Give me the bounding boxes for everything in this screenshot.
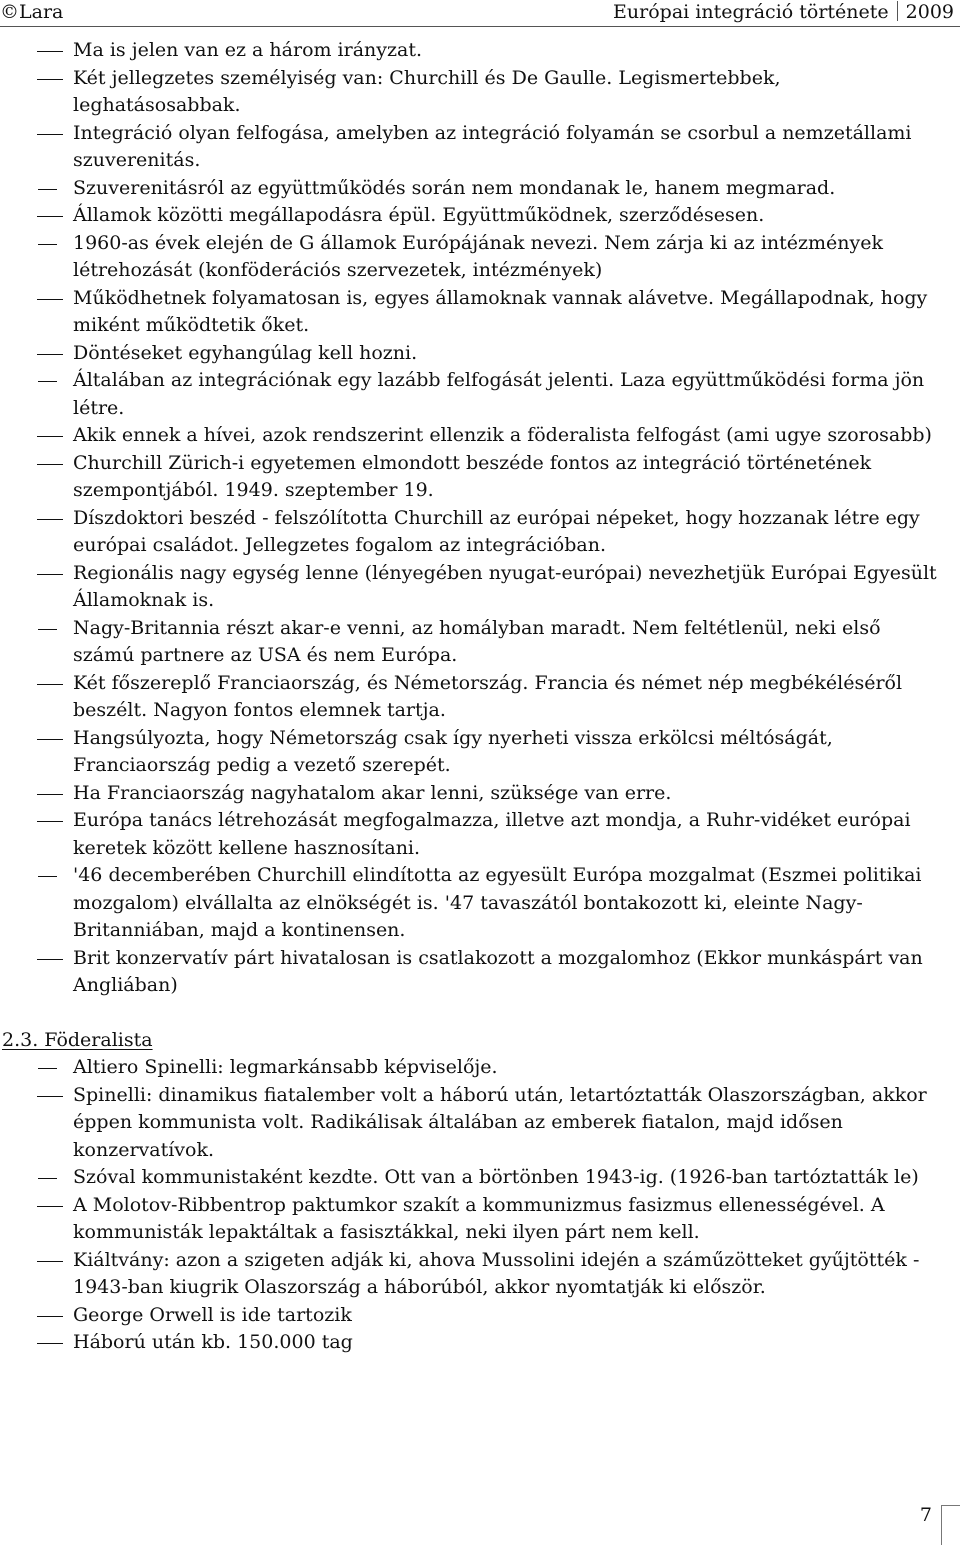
list-item: Brit konzervatív párt hivatalosan is csatlakozott a mozgalomhoz (Ekkor munkáspárt van Angliában) xyxy=(0,945,950,1000)
list-item: Díszdoktori beszéd - felszólította Churchill az európai népeket, hogy hozzanak létre egy európai családot. Jellegzetes fogalom az integrációban. xyxy=(0,505,950,560)
list-item: Döntéseket egyhangúlag kell hozni. xyxy=(0,340,950,368)
list-item: Ha Franciaország nagyhatalom akar lenni, szüksége van erre. xyxy=(0,780,950,808)
page-header xyxy=(0,0,960,27)
list-item: Kiáltvány: azon a szigeten adják ki, ahova Mussolini idején a száműzötteket gyűjtötték - 1943-ban kiugrik Olaszország a háborúból, akkor nyomtatják ki először. xyxy=(0,1247,950,1302)
list-item: A Molotov-Ribbentrop paktumkor szakít a kommunizmus fasizmus ellenességével. A kommunisták lepaktáltak a fasisztákkal, neki ilyen párt nem kell. xyxy=(0,1192,950,1247)
list-item: Két főszereplő Franciaország, és Németország. Francia és német nép megbékéléséről beszélt. Nagyon fontos elemnek tartja. xyxy=(0,670,950,725)
list-item: Szóval kommunistaként kezdte. Ott van a börtönben 1943-ig. (1926-ban tartóztatták le) xyxy=(0,1164,950,1192)
page-number: 7 xyxy=(919,1504,932,1526)
header-divider xyxy=(897,1,898,21)
list-item: Európa tanács létrehozását megfogalmazza, illetve azt mondja, a Ruhr-vidéket európai keretek között kellene hasznosítani. xyxy=(0,807,950,862)
list-item: Államok közötti megállapodásra épül. Együttműködnek, szerződésesen. xyxy=(0,202,950,230)
list-item: Általában az integrációnak egy lazább felfogását jelenti. Laza együttműködési forma jön létre. xyxy=(0,367,950,422)
header-title: Európai integráció története xyxy=(613,1,889,23)
list-item: George Orwell is ide tartozik xyxy=(0,1302,950,1330)
page-corner-mark xyxy=(941,1505,960,1545)
header-title-block xyxy=(613,0,954,24)
header-author: ©Lara xyxy=(0,1,64,23)
list-item: Háború után kb. 150.000 tag xyxy=(0,1329,950,1357)
list-item: Churchill Zürich-i egyetemen elmondott beszéde fontos az integráció történetének szempontjából. 1949. szeptember 19. xyxy=(0,450,950,505)
list-item: Ma is jelen van ez a három irányzat. xyxy=(0,37,950,65)
list-item: '46 decemberében Churchill elindította az egyesült Európa mozgalmat (Eszmei politikai mozgalom) elvállalta az elnökségét is. '47 tavaszától bontakozott ki, eleinte Nagy-Britanniában, majd a kontinensen. xyxy=(0,862,950,945)
header-year: 2009 xyxy=(905,1,954,23)
list-item: Altiero Spinelli: legmarkánsabb képviselője. xyxy=(0,1054,950,1082)
list-item: Regionális nagy egység lenne (lényegében nyugat-európai) nevezhetjük Európai Egyesült Államoknak is. xyxy=(0,560,950,615)
list-item: Két jellegzetes személyiség van: Churchill és De Gaulle. Legismertebbek, leghatásosabbak. xyxy=(0,65,950,120)
list-item: Szuverenitásról az együttműködés során nem mondanak le, hanem megmarad. xyxy=(0,175,950,203)
bullet-list-federalist xyxy=(0,1054,950,1357)
bullet-list-intergovernmental xyxy=(0,37,950,1000)
list-item: Nagy-Britannia részt akar-e venni, az homályban maradt. Nem feltétlenül, neki első számú partnere az USA és nem Európa. xyxy=(0,615,950,670)
list-item: Működhetnek folyamatosan is, egyes államoknak vannak alávetve. Megállapodnak, hogy miként működtetik őket. xyxy=(0,285,950,340)
list-item: Spinelli: dinamikus fiatalember volt a háború után, letartóztatták Olaszországban, akkor éppen kommunista volt. Radikálisak általában az emberek fiatalon, majd idősen konzervatívok. xyxy=(0,1082,950,1165)
list-item: Hangsúlyozta, hogy Németország csak így nyerheti vissza erkölcsi méltóságát, Franciaország pedig a vezető szerepét. xyxy=(0,725,950,780)
list-item: Akik ennek a hívei, azok rendszerint ellenzik a föderalista felfogást (ami ugye szorosabb) xyxy=(0,422,950,450)
document-body xyxy=(0,37,950,1357)
section-heading: 2.3. Föderalista xyxy=(2,1028,153,1051)
list-item: Integráció olyan felfogása, amelyben az integráció folyamán se csorbul a nemzetállami szuverenitás. xyxy=(0,120,950,175)
list-item: 1960-as évek elején de G államok Európájának nevezi. Nem zárja ki az intézmények létrehozását (konföderációs szervezetek, intézmények) xyxy=(0,230,950,285)
